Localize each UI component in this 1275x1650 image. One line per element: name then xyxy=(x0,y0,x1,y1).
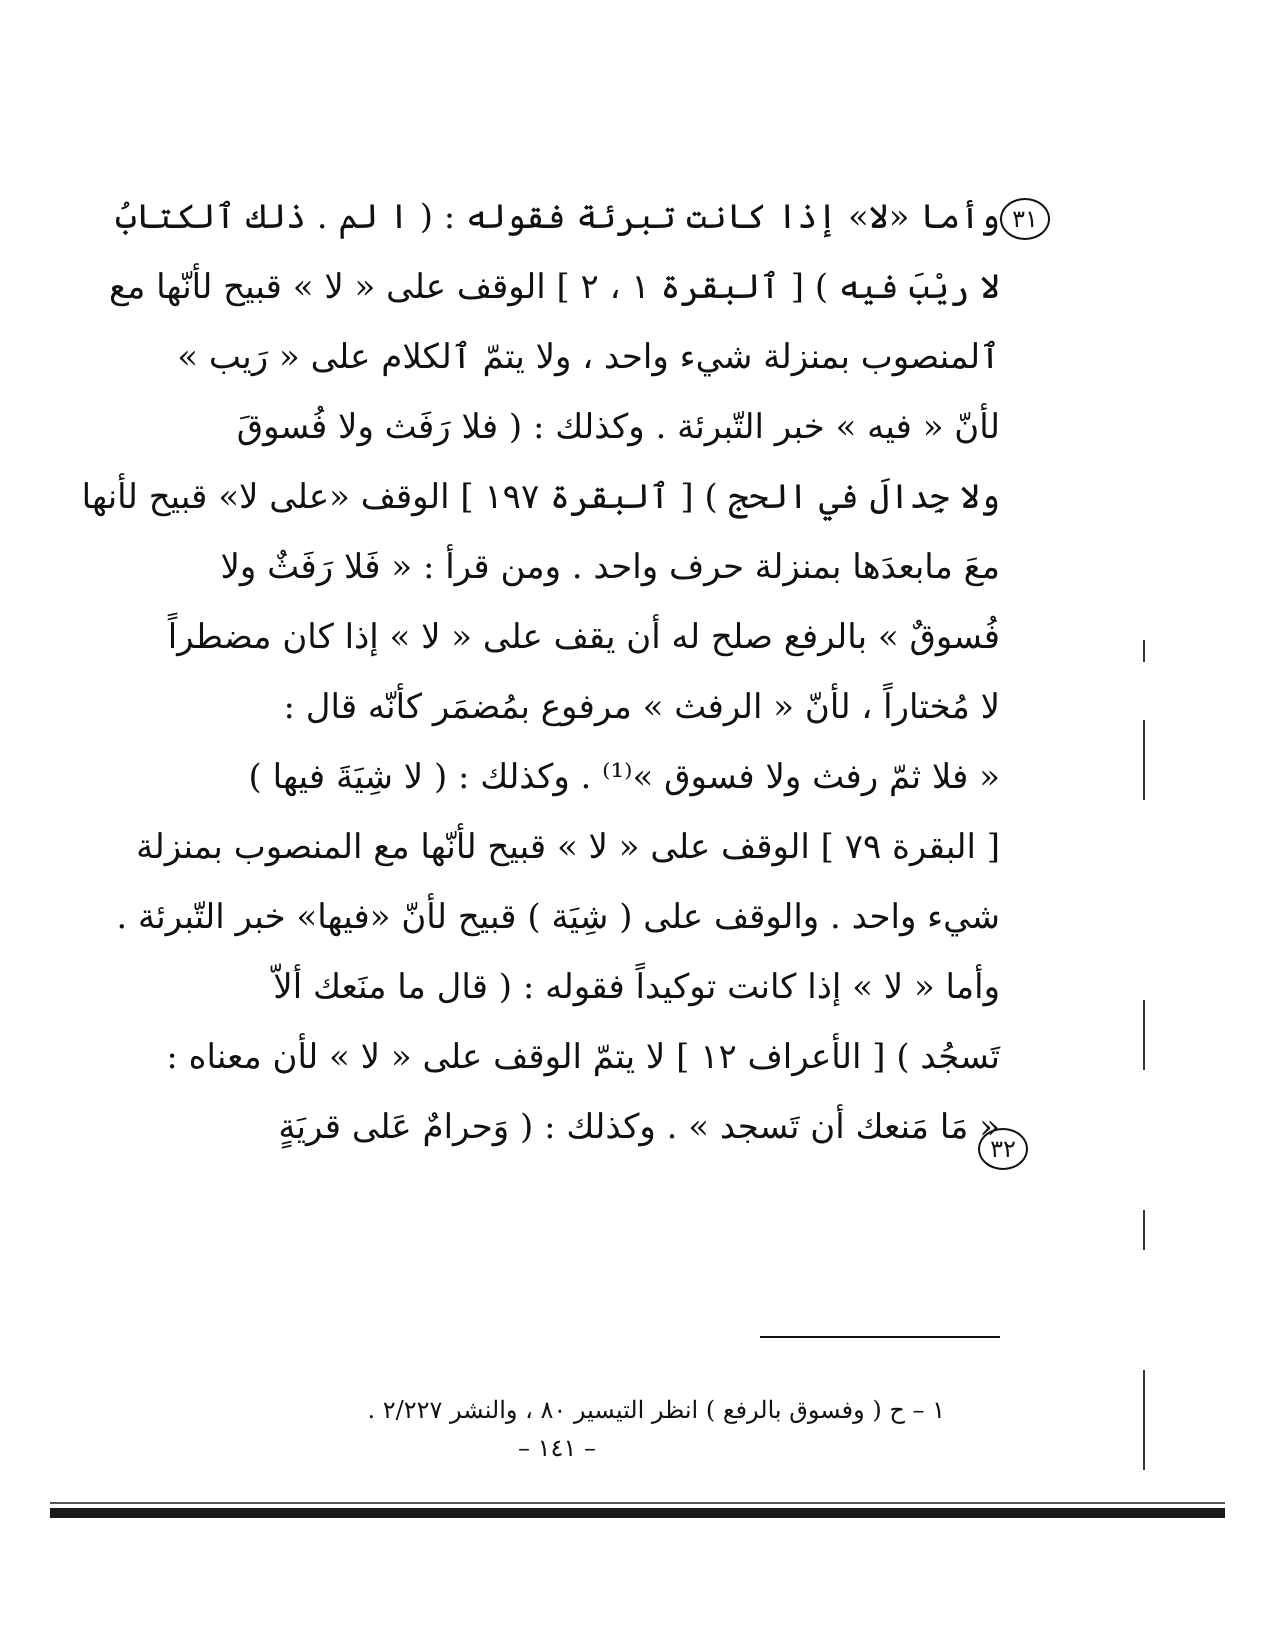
text-line: ولا جِدالَ في الحج ) [ ٱلبقرة ١٩٧ ] الوقف «على لا» قبيح لأنها xyxy=(81,477,1000,517)
text-line: فُسوقٌ » بالرفع صلح له أن يقف على « لا » إذا كان مضطراً xyxy=(167,617,1000,657)
text-line: معَ مابعدَها بمنزلة حرف واحد . ومن قرأ : « فَلا رَفَثٌ ولا xyxy=(220,547,1000,587)
text-line: وأما « لا » إذا كانت توكيداً فقوله : ( قال ما منَعك ألاّ xyxy=(273,967,1000,1007)
paragraph-marker-31: ٣١ xyxy=(1000,198,1050,240)
text-line: تَسجُد ) [ الأعراف ١٢ ] لا يتمّ الوقف على « لا » لأن معناه : xyxy=(166,1037,1000,1077)
text-line: [ البقرة ٧٩ ] الوقف على « لا » قبيح لأنّها مع المنصوب بمنزلة xyxy=(136,827,1000,867)
main-text xyxy=(81,182,1000,1162)
text-line: لا مُختاراً ، لأنّ « الرفث » مرفوع بمُضمَر كأنّه قال : xyxy=(283,687,1000,727)
footnote: ١ – ح ( وفسوق بالرفع ) انظر التيسير ٨٠ ، والنشر ٢/٢٢٧ . xyxy=(367,1396,945,1424)
text-line: « فلا ثمّ رفث ولا فسوق »⁽¹⁾ . وكذلك : ( لا شِيَةَ فيها ) xyxy=(248,757,1000,797)
scan-speck xyxy=(1143,1210,1145,1250)
text-line: « مَا مَنعك أن تَسجد » . وكذلك : ( وَحرامٌ عَلى قريَةٍ xyxy=(278,1107,1000,1147)
text-line: وأما «لا» إذا كانت تبرئة فقوله : ( ا لم . ذلك ٱلكتابُ xyxy=(115,197,1000,237)
text-line: لأنّ « فيه » خبر التّبرئة . وكذلك : ( فلا رَفَث ولا فُسوقَ xyxy=(236,407,1000,447)
page-number: – ١٤١ – xyxy=(518,1434,596,1462)
scan-speck xyxy=(1143,720,1145,800)
scan-speck xyxy=(1143,640,1145,662)
scan-edge-line xyxy=(50,1502,1225,1504)
scan-speck xyxy=(1143,1000,1145,1070)
text-line: شيء واحد . والوقف على ( شِيَة ) قبيح لأنّ «فيها» خبر التّبرئة . xyxy=(116,897,1000,937)
footnote-divider xyxy=(760,1336,1000,1338)
scan-edge-bar xyxy=(50,1508,1225,1518)
paragraph-marker-32: ٣٢ xyxy=(978,1128,1028,1170)
scan-speck xyxy=(1143,1370,1145,1470)
text-line: لا ريْبَ فيه ) [ ٱلبقرة ١ ، ٢ ] الوقف على « لا » قبيح لأنّها مع xyxy=(109,267,1000,307)
text-line: ٱلمنصوب بمنزلة شيء واحد ، ولا يتمّ ٱلكلام على « رَيب » xyxy=(177,337,1000,377)
